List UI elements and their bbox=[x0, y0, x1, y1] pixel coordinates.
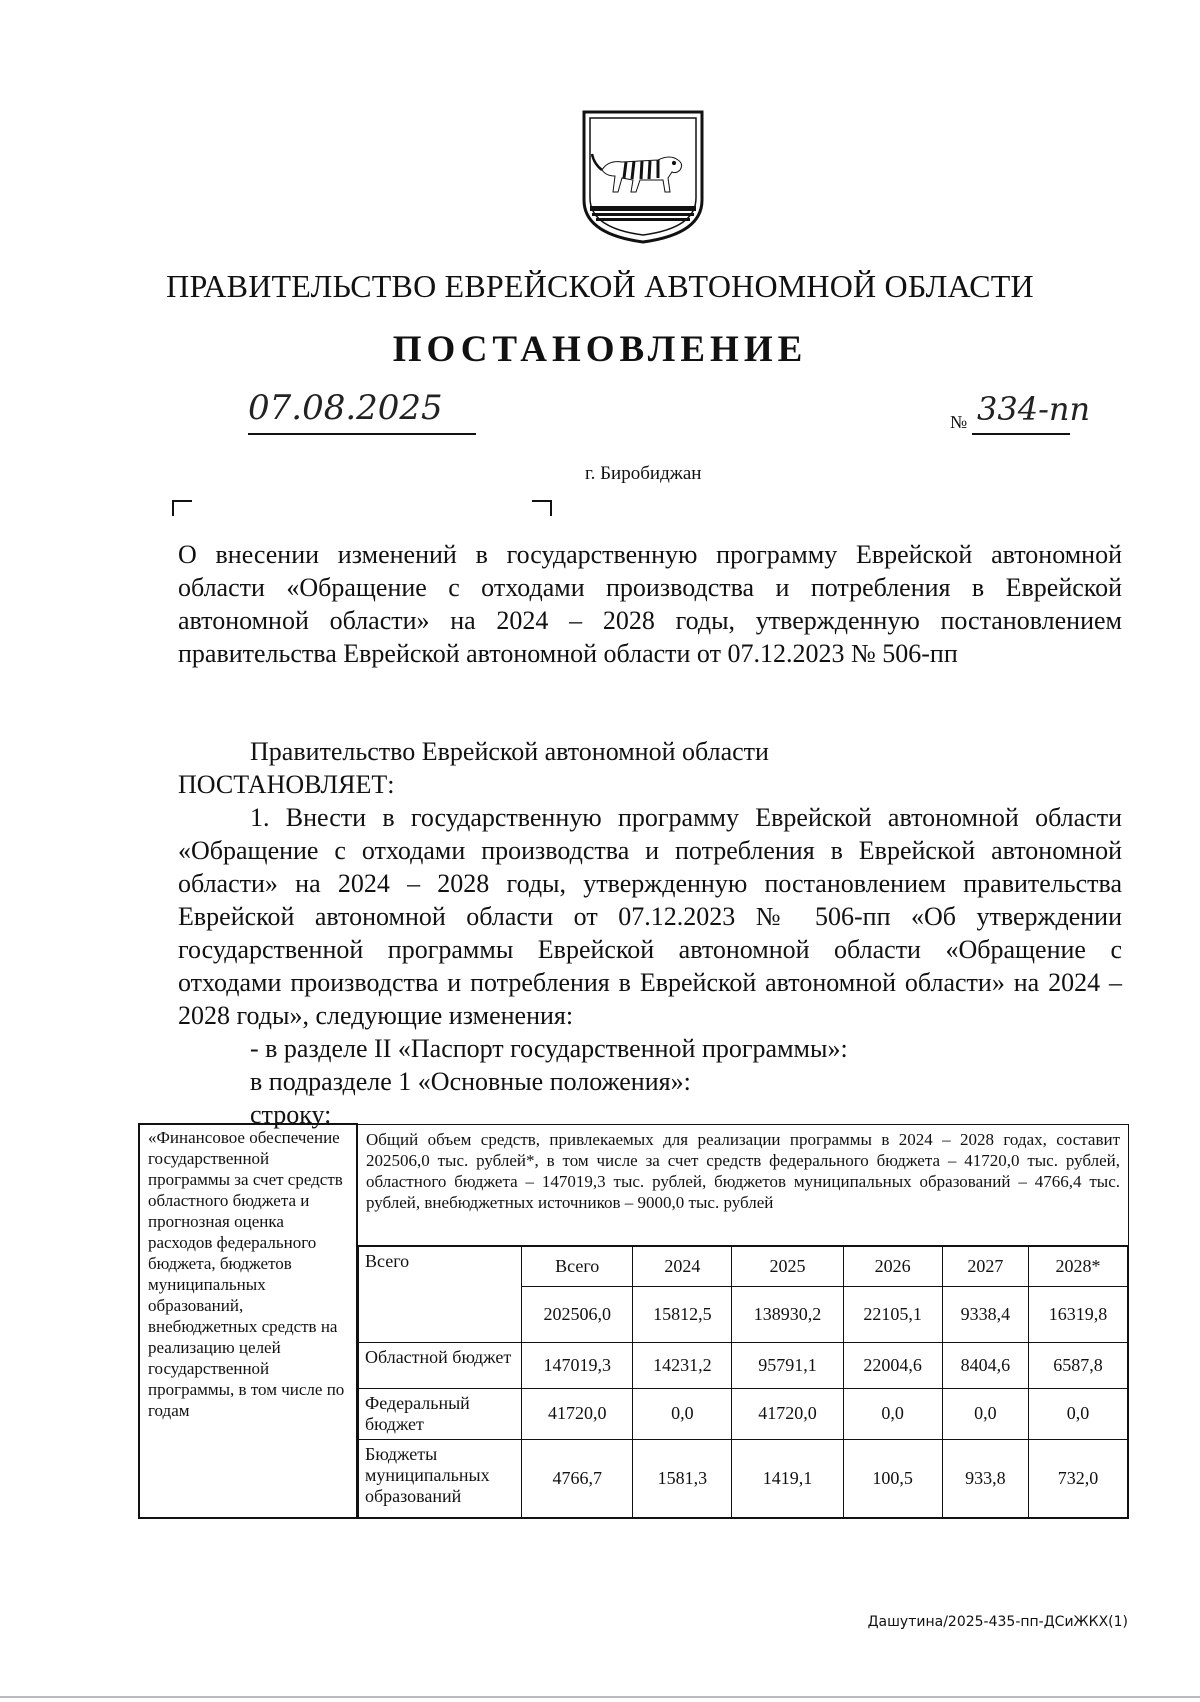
cell-value: 15812,5 bbox=[633, 1286, 732, 1342]
document-code: Дашутина/2025-435-пп-ДСиЖКХ(1) bbox=[867, 1614, 1128, 1630]
cell-value: 732,0 bbox=[1029, 1439, 1128, 1517]
cell-value: 1581,3 bbox=[633, 1439, 732, 1517]
cell-value: 9338,4 bbox=[942, 1286, 1028, 1342]
subject-bracket-right bbox=[532, 500, 552, 516]
financing-summary: Общий объем средств, привлекаемых для реализации программы в 2024 – 2028 годах, составит 202506,0 тыс. рублей*, в том числе за счет средств федерального бюджета – 41720,0 тыс. рублей, областного бюджета – 147019,3 тыс. рублей, бюджетов муниципальных образований – 4766,4 тыс. рублей, внебюджетных источников – 9000,0 тыс. рублей bbox=[357, 1124, 1129, 1245]
financing-breakdown-cell bbox=[357, 1245, 1129, 1518]
cell-value: 138930,2 bbox=[732, 1286, 843, 1342]
cell-value: 4766,7 bbox=[522, 1439, 633, 1517]
document-body bbox=[178, 735, 1122, 1131]
section-line: - в разделе II «Паспорт государственной программы»: bbox=[250, 1034, 848, 1063]
cell-value: 0,0 bbox=[942, 1388, 1028, 1439]
preamble-text: Правительство Еврейской автономной области bbox=[250, 737, 769, 766]
cell-value: 0,0 bbox=[843, 1388, 942, 1439]
government-title: ПРАВИТЕЛЬСТВО ЕВРЕЙСКОЙ АВТОНОМНОЙ ОБЛАСТИ bbox=[166, 268, 1034, 304]
cell-value: 41720,0 bbox=[732, 1388, 843, 1439]
header-2027: 2027 bbox=[942, 1246, 1028, 1286]
date-underline bbox=[248, 433, 476, 435]
number-underline bbox=[972, 433, 1070, 435]
handwritten-date: 07.08.2025 bbox=[248, 388, 443, 428]
cell-value: 0,0 bbox=[1029, 1388, 1128, 1439]
row-label: Бюджеты муниципальных образований bbox=[359, 1439, 522, 1517]
table-row bbox=[359, 1439, 1128, 1517]
table-row bbox=[359, 1342, 1128, 1388]
table-row bbox=[359, 1388, 1128, 1439]
subsection-line: в подразделе 1 «Основные положения»: bbox=[250, 1067, 691, 1096]
cell-value: 8404,6 bbox=[942, 1342, 1028, 1388]
cell-value: 147019,3 bbox=[522, 1342, 633, 1388]
cell-value: 6587,8 bbox=[1029, 1342, 1128, 1388]
scan-edge-line bbox=[0, 1696, 1200, 1698]
row-label: Областной бюджет bbox=[359, 1342, 522, 1388]
subject-bracket-left bbox=[172, 500, 192, 516]
city-name: г. Биробиджан bbox=[585, 463, 702, 484]
decree-word: ПОСТАНОВЛЯЕТ: bbox=[178, 770, 395, 799]
row-label: Федеральный бюджет bbox=[359, 1388, 522, 1439]
number-label: № bbox=[950, 412, 968, 432]
header-2024: 2024 bbox=[633, 1246, 732, 1286]
cell-value: 933,8 bbox=[942, 1439, 1028, 1517]
cell-value: 95791,1 bbox=[732, 1342, 843, 1388]
handwritten-number: 334-пп bbox=[977, 390, 1091, 428]
header-total: Всего bbox=[522, 1246, 633, 1286]
cell-value: 1419,1 bbox=[732, 1439, 843, 1517]
cell-value: 16319,8 bbox=[1029, 1286, 1128, 1342]
header-2025: 2025 bbox=[732, 1246, 843, 1286]
row-line: строку: bbox=[250, 1100, 332, 1129]
item-1-text: 1. Внести в государственную программу Еврейской автономной области «Обращение с отходами производства и потребления в Еврейской автономной области» на 2024 – 2028 годы, утвержденную постановлением правительства Еврейской автономной области от 07.12.2023 № 506-пп «Об утверждении государственной программы Еврейской автономной области «Обращение с отходами производства и потребления в Еврейской автономной области» на 2024 – 2028 годы», следующие изменения: bbox=[178, 803, 1122, 1030]
cell-value: 100,5 bbox=[843, 1439, 942, 1517]
cell-value: 202506,0 bbox=[522, 1286, 633, 1342]
cell-value: 41720,0 bbox=[522, 1388, 633, 1439]
document-subject: О внесении изменений в государственную программу Еврейской автономной области «Обращение с отходами производства и потребления в Еврейской автономной области» на 2024 – 2028 годы, утвержденную постановлением правительства Еврейской автономной области от 07.12.2023 № 506-пп bbox=[178, 540, 1122, 668]
cell-value: 14231,2 bbox=[633, 1342, 732, 1388]
cell-value: 0,0 bbox=[633, 1388, 732, 1439]
table-row-label: «Финансовое обеспечение государственной программы за счет средств областного бюджета и прогнозная оценка расходов федерального бюджета, бюджетов муниципальных образований, внебюджетных средств на реализацию целей государственной программы, в том числе по годам bbox=[139, 1124, 357, 1518]
financing-breakdown-table bbox=[358, 1246, 1128, 1518]
cell-value: 22105,1 bbox=[843, 1286, 942, 1342]
cell-value: 22004,6 bbox=[843, 1342, 942, 1388]
document-type-heading: ПОСТАНОВЛЕНИЕ bbox=[392, 329, 808, 370]
header-2028: 2028* bbox=[1029, 1246, 1128, 1286]
coat-of-arms-emblem bbox=[580, 108, 706, 246]
header-total-label: Всего bbox=[359, 1246, 522, 1342]
header-2026: 2026 bbox=[843, 1246, 942, 1286]
financing-table bbox=[138, 1123, 1129, 1519]
